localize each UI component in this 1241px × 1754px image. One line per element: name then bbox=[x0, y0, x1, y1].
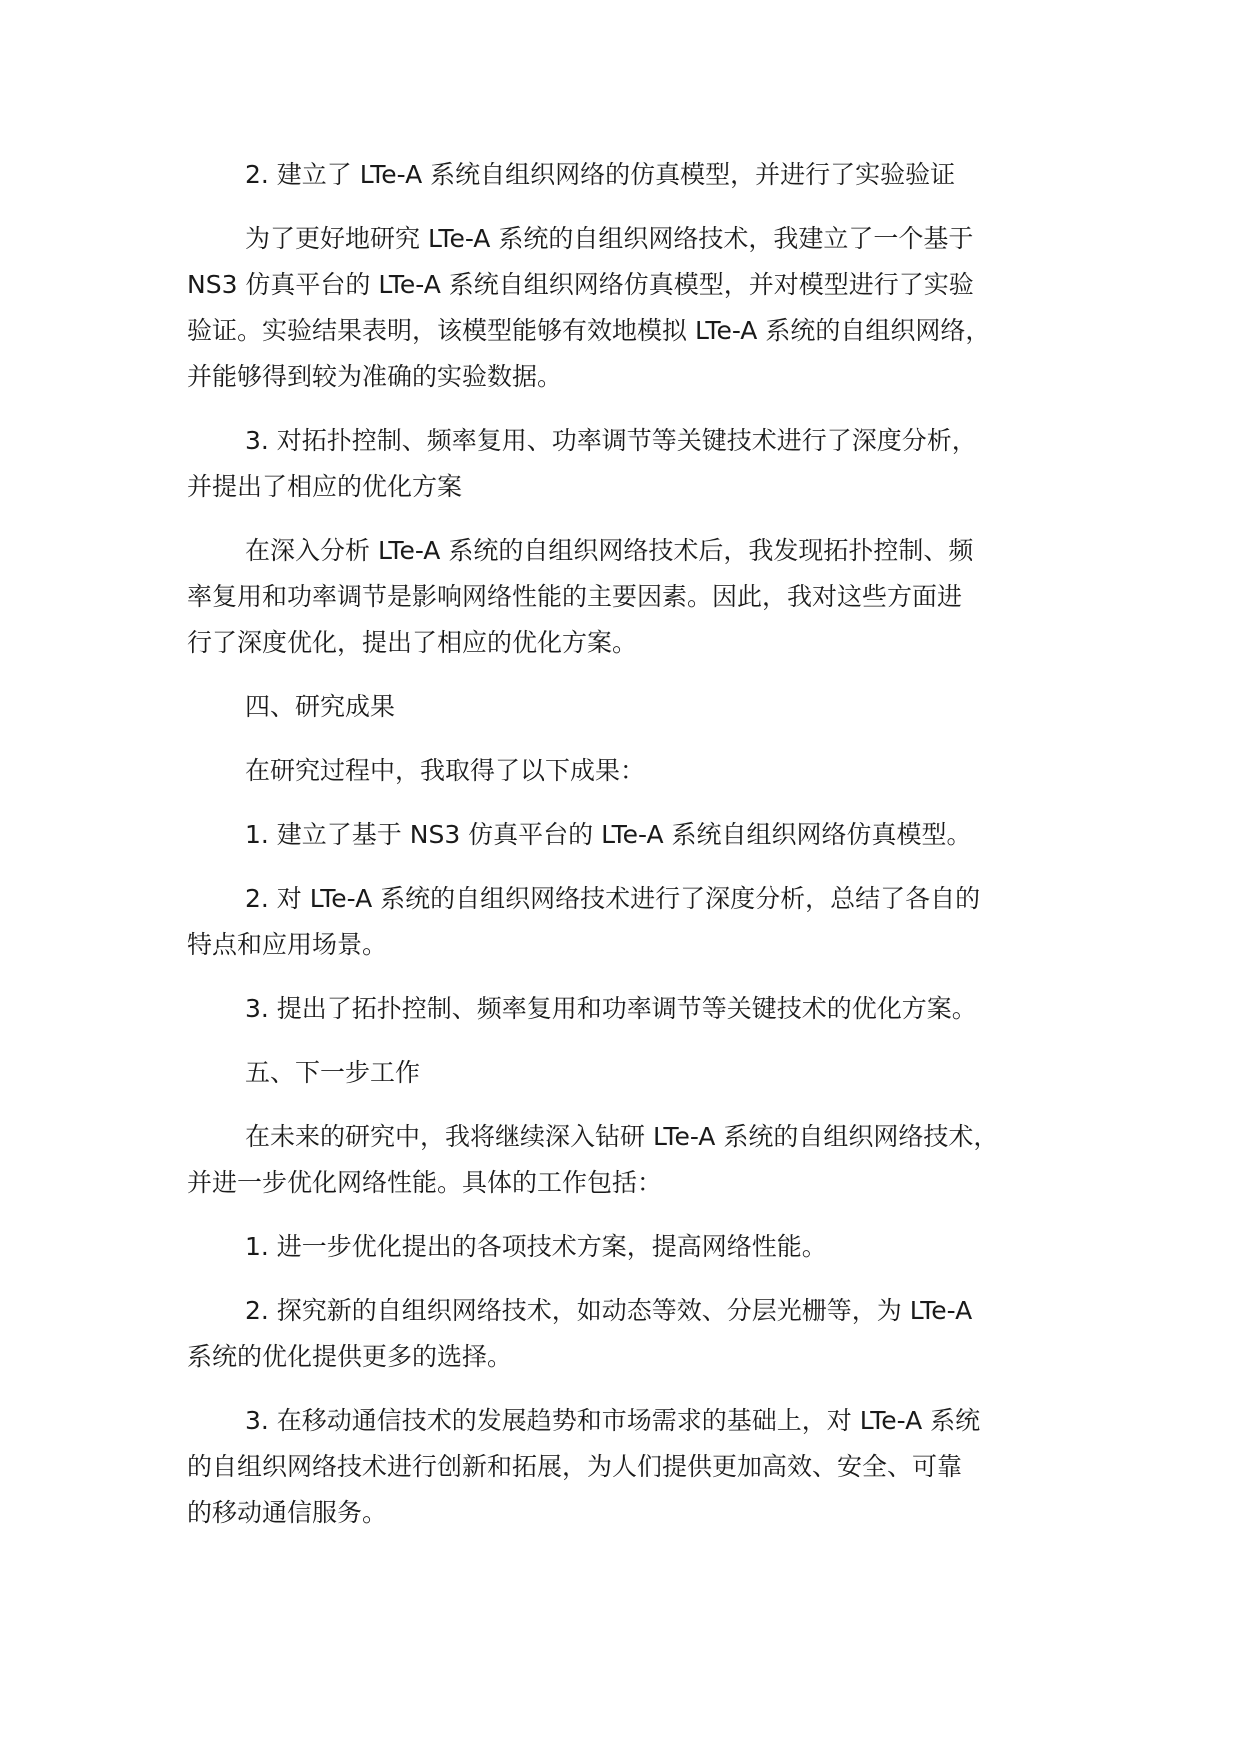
paragraph-optimization-detail: 在深入分析 LTe-A 系统的自组织网络技术后，我发现拓扑控制、频 率复用和功率调节是影响网络性能的主要因素。因此，我对这些方面进 行了深度优化，提出了相应的优化方案。 bbox=[187, 536, 974, 657]
result-item-1: 1. 建立了基于 NS3 仿真平台的 LTe-A 系统自组织网络仿真模型。 bbox=[245, 820, 972, 849]
item-simulation-model: 2. 建立了 LTe-A 系统自组织网络的仿真模型，并进行了实验验证 bbox=[245, 160, 956, 189]
next-step-item-2: 2. 探究新的自组织网络技术，如动态等效、分层光栅等，为 LTe-A 系统的优化提供更多的选择。 bbox=[187, 1296, 973, 1371]
result-item-3: 3. 提出了拓扑控制、频率复用和功率调节等关键技术的优化方案。 bbox=[245, 994, 977, 1023]
paragraph-simulation-detail: 为了更好地研究 LTe-A 系统的自组织网络技术，我建立了一个基于 NS3 仿真平台的 LTe-A 系统自组织网络仿真模型，并对模型进行了实验 验证。实验结果表明，该模型能够有效地模拟 LTe-A 系统的自组织网络， 并能够得到较为准确的实验数据。 bbox=[187, 224, 991, 391]
section-heading-results: 四、研究成果 bbox=[245, 692, 396, 721]
paragraph-next-steps-intro: 在未来的研究中，我将继续深入钻研 LTe-A 系统的自组织网络技术， 并进一步优化网络性能。具体的工作包括： bbox=[187, 1122, 999, 1197]
document-body bbox=[187, 152, 1087, 1554]
section-heading-next-steps: 五、下一步工作 bbox=[245, 1058, 421, 1087]
item-key-tech-analysis: 3. 对拓扑控制、频率复用、功率调节等关键技术进行了深度分析， 并提出了相应的优化方案 bbox=[187, 426, 977, 501]
next-step-item-1: 1. 进一步优化提出的各项技术方案，提高网络性能。 bbox=[245, 1232, 827, 1261]
result-item-2: 2. 对 LTe-A 系统的自组织网络技术进行了深度分析，总结了各自的 特点和应用场景。 bbox=[187, 884, 981, 959]
next-step-item-3: 3. 在移动通信技术的发展趋势和市场需求的基础上，对 LTe-A 系统 的自组织网络技术进行创新和拓展，为人们提供更加高效、安全、可靠 的移动通信服务。 bbox=[187, 1406, 981, 1527]
paragraph-results-intro: 在研究过程中，我取得了以下成果： bbox=[245, 756, 646, 785]
